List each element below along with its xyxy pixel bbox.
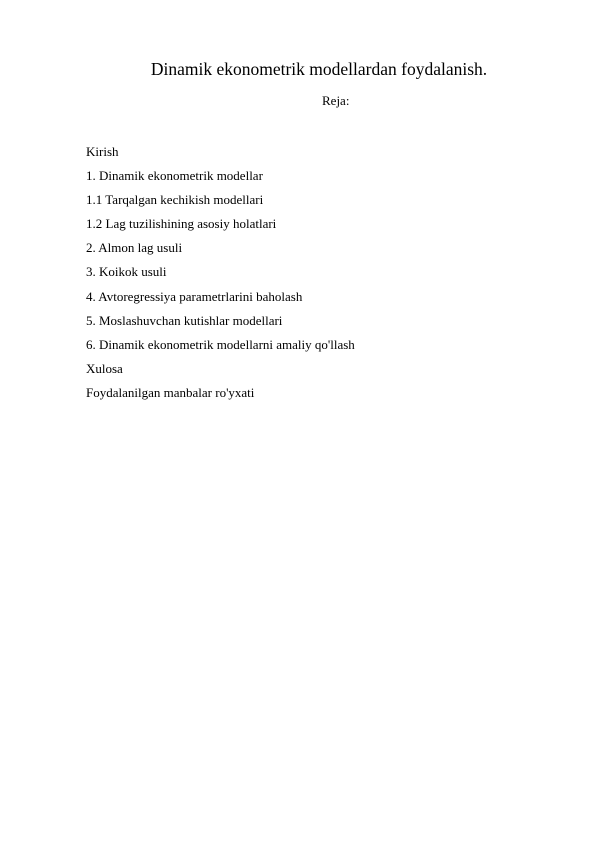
document-title: Dinamik ekonometrik modellardan foydalanish. xyxy=(150,59,488,79)
toc-item-5: 5. Moslashuvchan kutishlar modellari xyxy=(86,312,283,328)
toc-item-3: 3. Koikok usuli xyxy=(86,264,167,280)
toc-item-2: 2. Almon lag usuli xyxy=(86,240,183,256)
toc-item-conclusion: Xulosa xyxy=(86,360,123,376)
toc-item-1-2: 1.2 Lag tuzilishining asosiy holatlari xyxy=(86,216,277,232)
toc-item-intro: Kirish xyxy=(86,144,119,159)
toc-item-references: Foydalanilgan manbalar ro'yxati xyxy=(86,384,255,400)
plan-heading: Reja: xyxy=(322,93,350,108)
table-of-contents xyxy=(86,140,355,405)
toc-item-1-1: 1.1 Tarqalgan kechikish modellari xyxy=(86,192,264,208)
toc-item-1: 1. Dinamik ekonometrik modellar xyxy=(86,168,263,184)
toc-item-4: 4. Avtoregressiya parametrlarini baholash xyxy=(86,288,303,304)
toc-item-6: 6. Dinamik ekonometrik modellarni amaliy qo'llash xyxy=(86,336,355,352)
